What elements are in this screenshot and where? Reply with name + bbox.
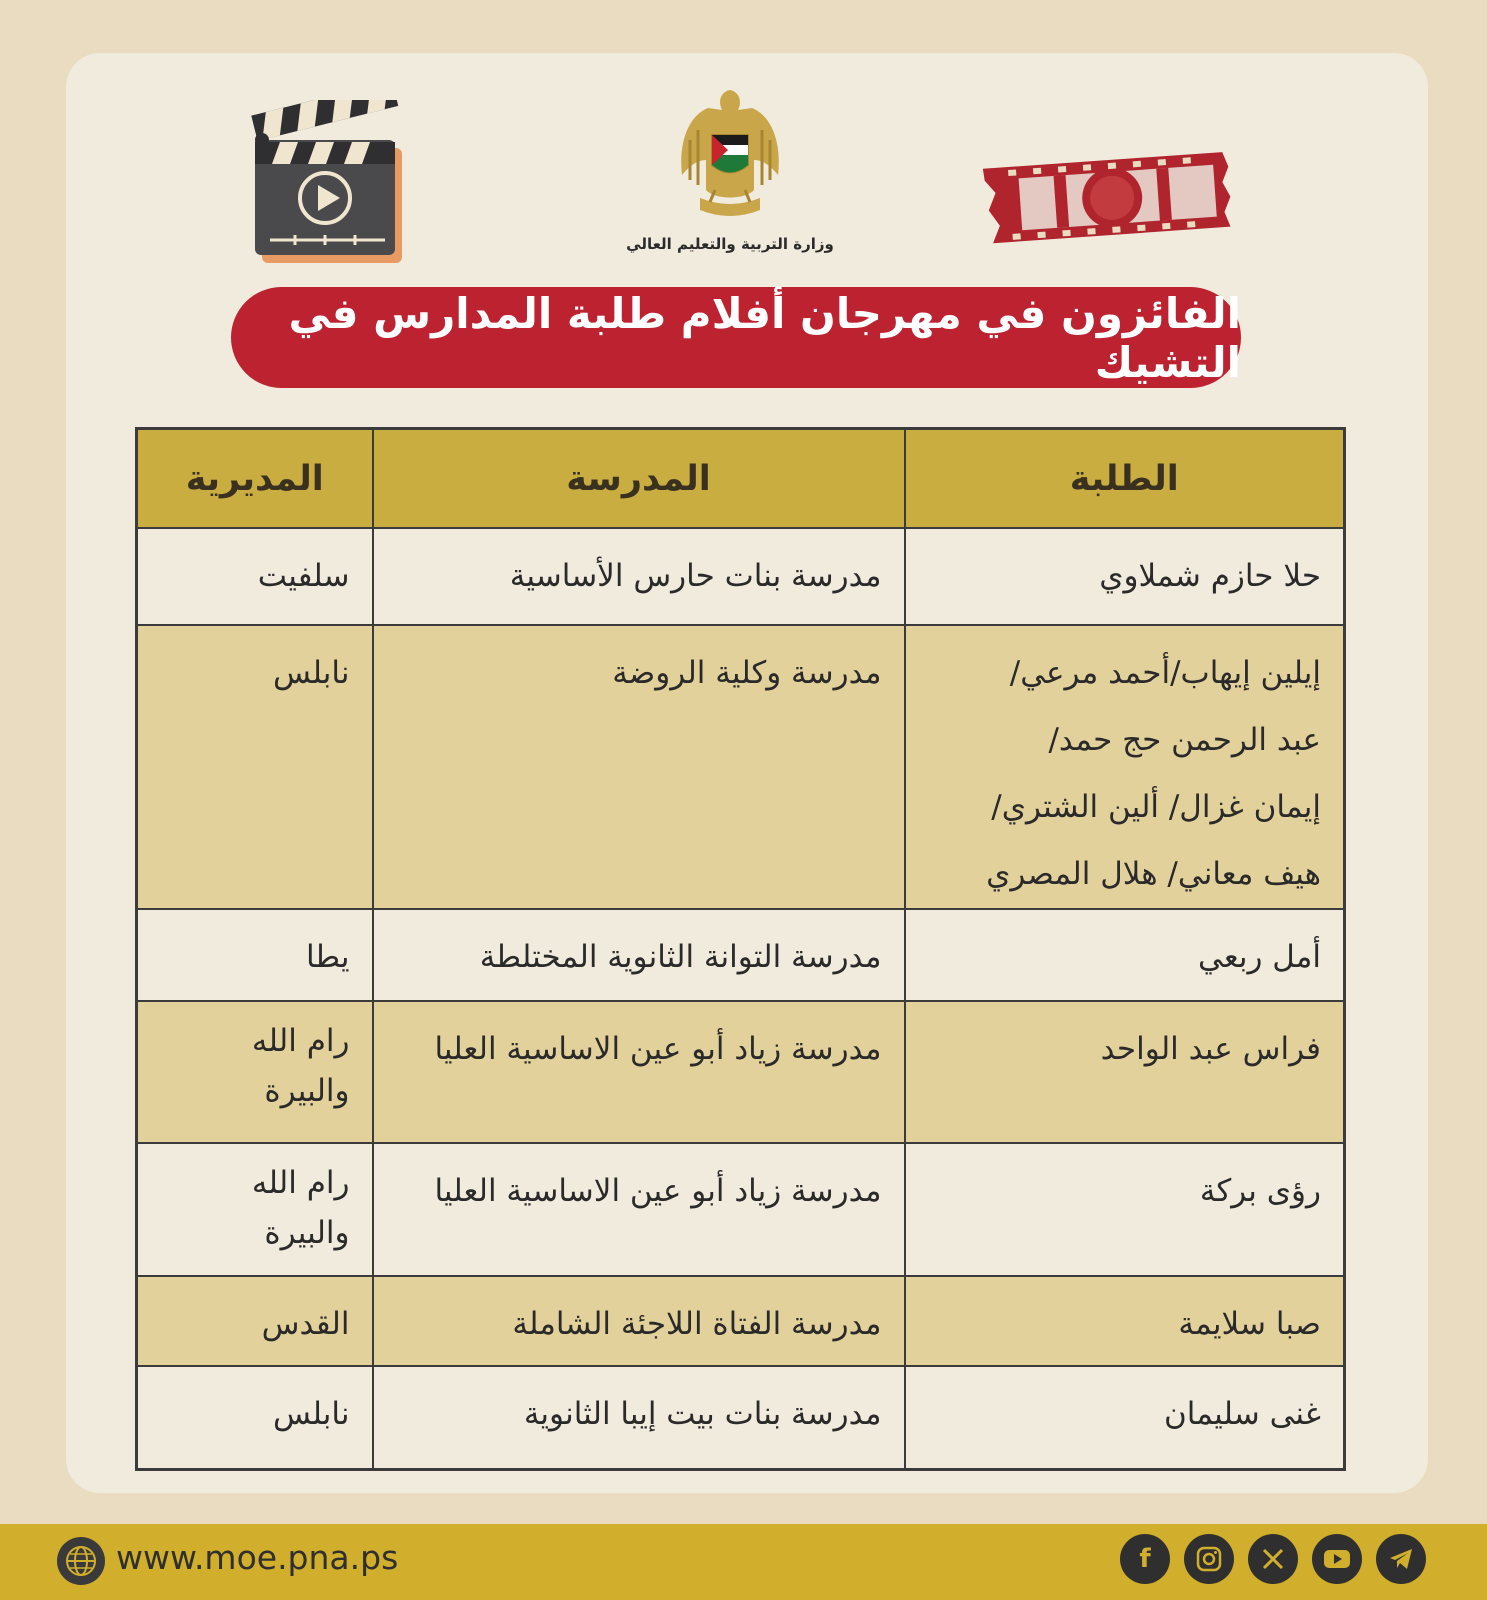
- filmstrip-icon: [980, 130, 1240, 260]
- clapperboard-icon: [250, 100, 410, 270]
- school-name: مدرسة وكلية الروضة: [612, 655, 882, 691]
- school-name: مدرسة زياد أبو عين الاساسية العليا: [434, 1173, 882, 1209]
- cell-school: [373, 528, 905, 625]
- cell-directorate: [137, 1366, 373, 1469]
- cell-school: [373, 1143, 905, 1276]
- cell-school: [373, 1366, 905, 1469]
- cell-directorate: [137, 528, 373, 625]
- table-row: [137, 1143, 1345, 1276]
- cell-directorate: [137, 1001, 373, 1143]
- cell-students: [905, 1143, 1345, 1276]
- school-name: مدرسة زياد أبو عين الاساسية العليا: [434, 1031, 882, 1067]
- student-names: إيمان غزال/ ألين الشتري/: [991, 789, 1321, 825]
- cell-directorate: [137, 909, 373, 1001]
- school-name: مدرسة بنات حارس الأساسية: [509, 558, 882, 594]
- cell-directorate: [137, 1143, 373, 1276]
- globe-icon: [57, 1537, 105, 1585]
- cell-school: [373, 1001, 905, 1143]
- palestine-emblem-logo: [660, 80, 800, 230]
- student-names: غنى سليمان: [1164, 1396, 1321, 1432]
- cell-school: [373, 1276, 905, 1366]
- directorate-name: يطا: [305, 939, 350, 975]
- telegram-icon[interactable]: [1376, 1534, 1426, 1584]
- directorate-name: والبيرة: [264, 1073, 350, 1109]
- student-names: رؤى بركة: [1199, 1173, 1321, 1209]
- student-names: صبا سلايمة: [1178, 1306, 1321, 1342]
- directorate-name: نابلس: [273, 1396, 350, 1432]
- cell-directorate: [137, 1276, 373, 1366]
- instagram-icon[interactable]: [1184, 1534, 1234, 1584]
- table-row: [137, 1366, 1345, 1469]
- table-row: [137, 909, 1345, 1001]
- directorate-name: رام الله: [251, 1165, 350, 1201]
- directorate-name: القدس: [261, 1306, 350, 1342]
- student-names: فراس عبد الواحد: [1100, 1031, 1321, 1067]
- column-header-students: الطلبة: [905, 429, 1345, 529]
- table-header-row: [137, 429, 1345, 529]
- youtube-icon[interactable]: [1312, 1534, 1362, 1584]
- student-names: هيف معاني/ هلال المصري: [986, 856, 1321, 892]
- directorate-name: نابلس: [273, 655, 350, 691]
- cell-school: [373, 625, 905, 909]
- school-name: مدرسة التوانة الثانوية المختلطة: [479, 939, 882, 975]
- school-name: مدرسة الفتاة اللاجئة الشاملة: [512, 1306, 882, 1342]
- directorate-name: رام الله: [251, 1023, 350, 1059]
- social-links: [1120, 1534, 1426, 1590]
- facebook-icon[interactable]: f: [1120, 1534, 1170, 1584]
- winners-table: [135, 427, 1346, 1471]
- student-names: حلا حازم شملاوي: [1099, 558, 1321, 594]
- table-row: [137, 1276, 1345, 1366]
- directorate-name: سلفيت: [257, 558, 350, 594]
- directorate-name: والبيرة: [264, 1215, 350, 1251]
- title-banner: [231, 287, 1241, 388]
- student-names: أمل ربعي: [1198, 939, 1321, 975]
- student-names: عبد الرحمن حج حمد/: [1048, 722, 1321, 758]
- cell-students: [905, 909, 1345, 1001]
- cell-students: [905, 1001, 1345, 1143]
- cell-directorate: [137, 625, 373, 909]
- cell-school: [373, 909, 905, 1001]
- table-row: [137, 528, 1345, 625]
- cell-students: [905, 1276, 1345, 1366]
- table-row: [137, 625, 1345, 909]
- column-header-school: المدرسة: [373, 429, 905, 529]
- school-name: مدرسة بنات بيت إيبا الثانوية: [523, 1396, 882, 1432]
- student-names: إيلين إيهاب/أحمد مرعي/: [1009, 655, 1321, 691]
- cell-students: [905, 625, 1345, 909]
- page-title: الفائزون في مهرجان أفلام طلبة المدارس في التشيك: [288, 288, 1241, 387]
- cell-students: [905, 1366, 1345, 1469]
- cell-students: [905, 528, 1345, 625]
- website-link[interactable]: www.moe.pna.ps: [116, 1538, 399, 1577]
- table-row: [137, 1001, 1345, 1143]
- column-header-directorate: المديرية: [137, 429, 373, 529]
- ministry-name: وزارة التربية والتعليم العالي: [626, 235, 834, 253]
- x-icon[interactable]: [1248, 1534, 1298, 1584]
